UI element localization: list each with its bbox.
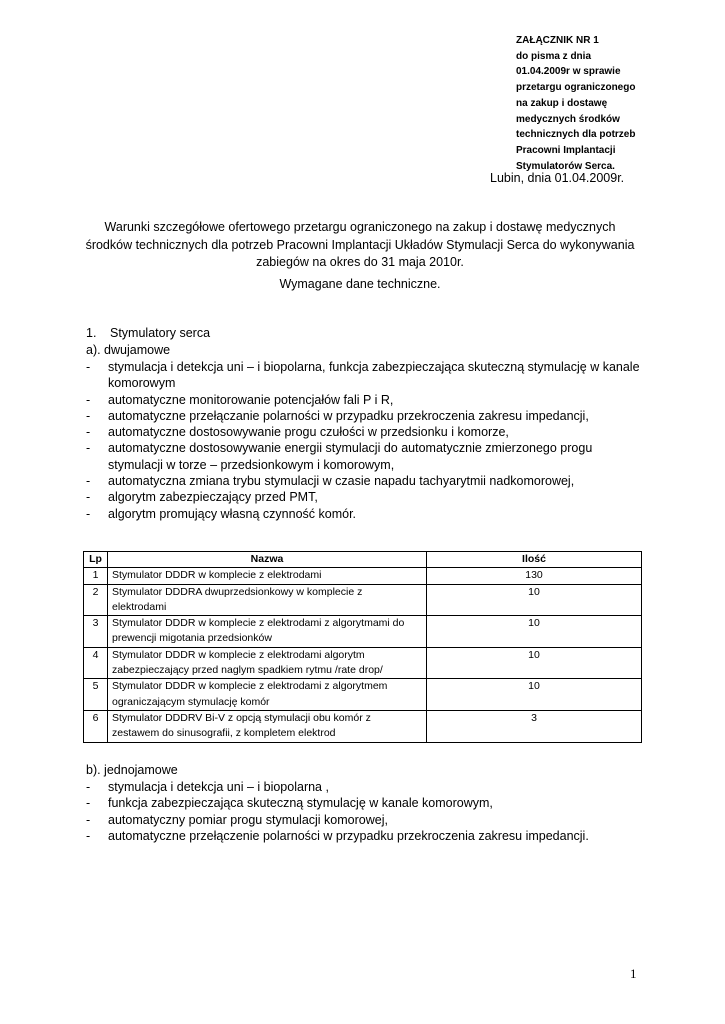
list-item-text: automatyczne dostosowywanie progu czułości w przedsionku i komorze, [108,425,509,440]
list-item [86,828,646,844]
list-item [86,359,646,392]
list-item-text: komorowym [108,376,176,391]
cell-name-line: Stymulator DDDRA dwuprzedsionkowy w komplecie z [112,585,363,598]
list-item [86,408,646,424]
table-row [84,616,642,648]
section-heading-text: Stymulatory serca [110,326,211,340]
annex-line: ZAŁĄCZNIK NR 1 [516,35,599,46]
dash-marker: - [86,780,91,794]
annex-line: Pracowni Implantacji [516,144,616,156]
dash-marker: - [86,441,91,456]
list-item-text: automatyczne monitorowanie potencjałów fali P i R, [108,392,394,407]
list-item-text: automatyczny pomiar progu stymulacji komorowej, [108,812,388,827]
cell-qty: 10 [427,616,642,648]
cell-lp: 4 [84,647,108,679]
cell-name-line: zabezpieczający przed naglym spadkiem rytmu /rate drop/ [112,664,383,677]
list-item [86,424,646,440]
list-item-text: automatyczne dostosowywanie energii stymulacji do automatycznie zmierzonego progu [108,441,593,456]
annex-line: do pisma z dnia [516,50,592,62]
cell-name-line: zestawem do sinusografii, z kompletem elektrod [112,727,336,740]
table-row [84,647,642,679]
items-table [83,551,642,743]
cell-lp: 2 [84,584,108,616]
cell-lp: 5 [84,679,108,711]
list-item [86,795,646,811]
bullet-list-single-chamber [86,779,646,844]
cell-lp: 6 [84,710,108,742]
column-header-name: Nazwa [108,552,427,568]
annex-line: na zakup i dostawę [516,97,608,109]
column-header-lp: Lp [84,552,108,568]
document-date: Lubin, dnia 01.04.2009r. [490,171,625,185]
document-title [60,219,660,272]
table-row [84,584,642,616]
table-row [84,568,642,584]
list-item-text: automatyczne przełączanie polarności w przypadku przekroczenia zakresu impedancji, [108,408,589,423]
column-header-qty: Ilość [427,552,642,568]
dash-marker: - [86,474,91,489]
cell-name [108,568,427,584]
cell-name [108,679,427,711]
list-item [86,392,646,408]
list-item [86,489,646,505]
cell-name-line: ograniczającym stymulację komór [112,695,270,708]
list-item-text: stymulacja i detekcja uni – i biopolarna, funkcja zabezpieczająca skuteczną stymulację w kanale [108,360,640,374]
title-line: środków technicznych dla potrzeb Pracowni Implantacji Układów Stymulacji Serca do wykonywania [85,237,635,252]
list-item-text: automatyczna zmiana trybu stymulacji w czasie napadu tachyarytmii nadkomorowej, [108,474,575,489]
table-header-row [84,552,642,568]
list-item-text: algorytm promujący własną czynność komór. [108,506,357,521]
cell-name [108,710,427,742]
cell-name [108,616,427,648]
cell-lp: 1 [84,568,108,584]
section-number: 1. [86,326,97,340]
dash-marker: - [86,812,91,827]
dash-marker: - [86,425,91,440]
document-subtitle: Wymagane dane techniczne. [279,277,441,291]
table-row [84,679,642,711]
cell-name-line: elektrodami [112,600,167,613]
dash-marker: - [86,360,91,374]
dash-marker: - [86,506,91,521]
annex-line: 01.04.2009r w sprawie [516,66,621,78]
cell-name-line: Stymulator DDDR w komplecie z elektrodami algorytm [112,648,365,661]
list-item [86,779,646,795]
cell-lp: 3 [84,616,108,648]
title-line: Warunki szczegółowe ofertowego przetargu ograniczonego na zakup i dostawę medycznych [104,220,616,234]
bullet-list-dual-chamber [86,359,646,522]
cell-name-line: prewencji migotania przedsionków [112,632,272,645]
cell-name-line: Stymulator DDDR w komplecie z elektrodami [112,569,322,582]
list-item-text: funkcja zabezpieczająca skuteczną stymulację w kanale komorowym, [108,796,493,811]
annex-header [516,33,676,174]
cell-qty: 10 [427,647,642,679]
annex-line: technicznych dla potrzeb [516,129,636,141]
dash-marker: - [86,490,91,505]
cell-name-line: Stymulator DDDR w komplecie z elektrodami z algorytmem [112,680,388,693]
subsection-a-heading: a). dwujamowe [86,343,171,357]
list-item-text: stymulacji w torze – przedsionkowym i komorowym, [108,457,395,472]
list-item [86,473,646,489]
cell-name-line: Stymulator DDDR w komplecie z elektrodami z algorytmami do [112,617,405,630]
cell-name [108,584,427,616]
list-item [86,440,646,473]
list-item-text: automatyczne przełączenie polarności w przypadku przekroczenia zakresu impedancji. [108,828,589,843]
cell-qty: 130 [427,568,642,584]
dash-marker: - [86,796,91,811]
title-line: zabiegów na okres do 31 maja 2010r. [256,255,464,269]
annex-line: medycznych środków [516,113,620,125]
list-item [86,506,646,522]
cell-name-line: Stymulator DDDRV Bi-V z opcją stymulacji obu komór z [112,711,371,724]
dash-marker: - [86,828,91,843]
section-heading [86,325,210,342]
list-item-text: stymulacja i detekcja uni – i biopolarna , [108,780,329,794]
list-item [86,812,646,828]
subsection-b-heading: b). jednojamowe [86,763,178,777]
dash-marker: - [86,408,91,423]
table-row [84,710,642,742]
cell-name [108,647,427,679]
annex-line: przetargu ograniczonego [516,82,636,94]
cell-qty: 10 [427,679,642,711]
page-number: 1 [630,966,637,981]
dash-marker: - [86,392,91,407]
cell-qty: 3 [427,710,642,742]
list-item-text: algorytm zabezpieczający przed PMT, [108,490,318,505]
cell-qty: 10 [427,584,642,616]
annex-line: Stymulatorów Serca. [516,160,615,172]
